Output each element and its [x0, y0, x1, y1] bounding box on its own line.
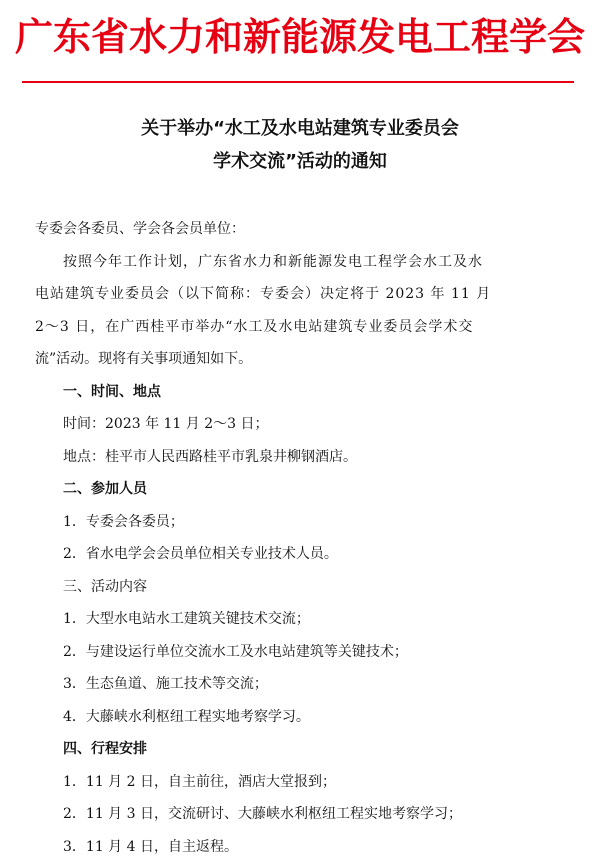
notice-title-line-1: 关于举办“水工及水电站建筑专业委员会 [0, 114, 600, 144]
section-heading-schedule: 四、行程安排 [35, 733, 571, 766]
salutation: 专委会各委员、学会各会员单位： [35, 213, 571, 246]
notice-body [35, 213, 571, 863]
list-item-time: 时间：2023 年 11 月 2～3 日； [35, 408, 571, 441]
list-item: 2．与建设运行单位交流水工及水电站建筑等关键技术； [35, 636, 571, 669]
list-item: 1．专委会各委员； [35, 506, 571, 539]
section-heading-activities: 三、活动内容 [35, 571, 571, 604]
letterhead-org-name: 广东省水力和新能源发电工程学会 [0, 6, 600, 68]
intro-line-2: 电站建筑专业委员会（以下简称：专委会）决定将于 2023 年 11 月 [35, 278, 571, 311]
list-item: 1．11 月 2 日，自主前往，酒店大堂报到； [35, 766, 571, 799]
list-item: 3．生态鱼道、施工技术等交流； [35, 668, 571, 701]
list-item-place: 地点：桂平市人民西路桂平市乳泉井柳钢酒店。 [35, 441, 571, 474]
intro-line-1: 按照今年工作计划，广东省水力和新能源发电工程学会水工及水 [35, 246, 571, 279]
list-item: 1．大型水电站水工建筑关键技术交流； [35, 603, 571, 636]
section-heading-time-place: 一、时间、地点 [35, 376, 571, 409]
notice-title-line-2: 学术交流”活动的通知 [0, 147, 600, 177]
section-heading-participants: 二、参加人员 [35, 473, 571, 506]
intro-line-3: 2～3 日，在广西桂平市举办“水工及水电站建筑专业委员会学术交 [35, 311, 571, 344]
list-item: 2．11 月 3 日，交流研讨、大藤峡水利枢纽工程实地考察学习； [35, 798, 571, 831]
list-item: 3．11 月 4 日，自主返程。 [35, 831, 571, 863]
list-item: 2．省水电学会会员单位相关专业技术人员。 [35, 538, 571, 571]
intro-line-4: 流”活动。现将有关事项通知如下。 [35, 343, 571, 376]
list-item: 4．大藤峡水利枢纽工程实地考察学习。 [35, 701, 571, 734]
letterhead-divider [22, 81, 574, 83]
